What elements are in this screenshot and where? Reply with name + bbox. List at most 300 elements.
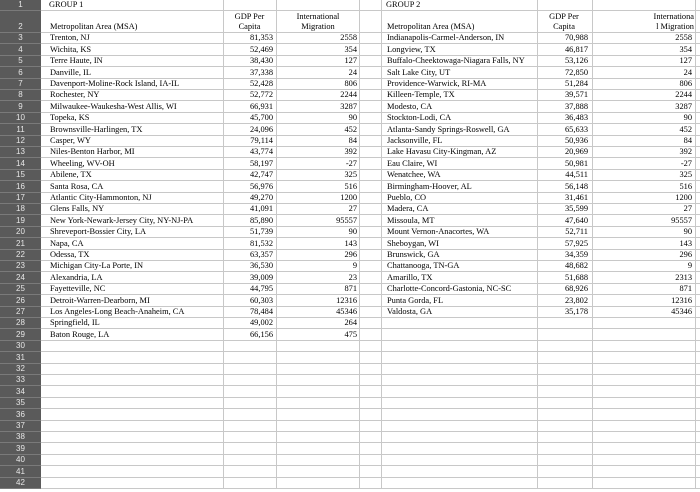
table-row: [41, 386, 700, 397]
group1-gdp-cell[interactable]: 37,338: [249, 67, 273, 77]
row-number[interactable]: [0, 272, 41, 283]
group1-gdp-cell[interactable]: 38,430: [249, 56, 273, 66]
group1-gdp-cell[interactable]: 42,747: [249, 170, 273, 180]
column-divider: [359, 11, 360, 32]
group1-gdp-cell[interactable]: 44,795: [249, 284, 273, 294]
group1-area-cell[interactable]: Niles-Benton Harbor, MI: [50, 147, 135, 157]
group1-gdp-cell[interactable]: 85,890: [249, 215, 273, 225]
column-divider: [359, 341, 360, 351]
group1-gdp-cell[interactable]: 43,774: [249, 147, 273, 157]
column-divider: [381, 0, 382, 10]
group1-migration-cell[interactable]: 871: [344, 284, 357, 294]
group1-area-cell[interactable]: New York-Newark-Jersey City, NY-NJ-PA: [50, 215, 194, 225]
row-number[interactable]: [0, 307, 41, 318]
column-divider: [695, 250, 696, 260]
group1-area-cell[interactable]: Detroit-Warren-Dearborn, MI: [50, 295, 150, 305]
row-number[interactable]: [0, 181, 41, 192]
group2-migration-cell[interactable]: 3287: [675, 101, 692, 111]
column-divider: [592, 386, 593, 396]
group2-area-cell[interactable]: Brunswick, GA: [387, 249, 440, 259]
group2-area-cell[interactable]: Amarillo, TX: [387, 272, 433, 282]
row-number[interactable]: [0, 238, 41, 249]
row-number[interactable]: [0, 284, 41, 295]
group2-area-cell[interactable]: Stockton-Lodi, CA: [387, 113, 452, 123]
group1-gdp-cell[interactable]: 52,772: [249, 90, 273, 100]
group1-gdp-cell[interactable]: 79,114: [250, 135, 273, 145]
row-number-label: 26: [16, 295, 25, 305]
group1-migration-cell[interactable]: 23: [348, 272, 357, 282]
group1-gdp-header-line2[interactable]: Capita: [238, 22, 261, 31]
group2-area-cell[interactable]: Lake Havasu City-Kingman, AZ: [387, 147, 497, 157]
group2-migration-cell[interactable]: 24: [683, 67, 692, 77]
group1-migration-cell[interactable]: 90: [348, 227, 357, 237]
table-row: [41, 79, 700, 90]
row-number[interactable]: [0, 215, 41, 226]
group2-area-cell[interactable]: Modesto, CA: [387, 101, 433, 111]
row-number[interactable]: [0, 33, 41, 44]
column-divider: [695, 398, 696, 408]
group2-area-header[interactable]: Metropolitan Area (MSA): [387, 22, 475, 31]
group2-gdp-cell[interactable]: 70,988: [564, 33, 588, 43]
group1-area-cell[interactable]: Wichita, KS: [50, 44, 92, 54]
row-number[interactable]: [0, 101, 41, 112]
group2-area-cell[interactable]: Charlotte-Concord-Gastonia, NC-SC: [387, 284, 512, 294]
group2-gdp-cell[interactable]: 31,461: [564, 192, 588, 202]
row-number-label: 13: [16, 147, 25, 157]
group1-migration-cell[interactable]: 90: [348, 113, 357, 123]
group2-gdp-cell[interactable]: 48,682: [564, 261, 588, 271]
column-divider: [381, 90, 382, 100]
column-divider: [381, 466, 382, 476]
column-divider: [592, 443, 593, 453]
group2-gdp-header-line2[interactable]: Capita: [553, 22, 575, 31]
column-divider: [359, 455, 360, 465]
group2-gdp-cell[interactable]: 47,640: [564, 215, 588, 225]
row-number[interactable]: [0, 113, 41, 124]
group2-area-cell[interactable]: Madera, CA: [387, 204, 429, 214]
column-divider: [537, 352, 538, 362]
group2-migration-header-line2[interactable]: l Migration: [656, 22, 694, 31]
column-divider: [276, 0, 277, 10]
group2-gdp-cell[interactable]: 36,483: [564, 113, 588, 123]
group1-migration-cell[interactable]: 806: [344, 78, 357, 88]
row-number[interactable]: [0, 90, 41, 101]
group1-migration-cell[interactable]: 516: [344, 181, 357, 191]
row-number[interactable]: [0, 67, 41, 78]
group1-gdp-cell[interactable]: 39,009: [249, 272, 273, 282]
group1-area-cell[interactable]: Abilene, TX: [50, 170, 92, 180]
group1-migration-cell[interactable]: 475: [344, 329, 357, 339]
group1-area-cell[interactable]: Shreveport-Bossier City, LA: [50, 227, 146, 237]
group1-migration-cell[interactable]: 392: [344, 147, 357, 157]
column-divider: [695, 432, 696, 442]
group1-gdp-cell[interactable]: 51,739: [249, 227, 273, 237]
row-number-label: 32: [16, 363, 25, 373]
group2-area-cell[interactable]: Pueblo, CO: [387, 192, 427, 202]
column-divider: [537, 375, 538, 385]
group2-migration-header-line1[interactable]: Internationa: [653, 12, 694, 21]
group2-area-cell[interactable]: Missoula, MT: [387, 215, 435, 225]
row-number-label: 27: [16, 306, 25, 316]
group1-migration-cell[interactable]: 12316: [336, 295, 357, 305]
column-divider: [537, 0, 538, 10]
row-number[interactable]: [0, 341, 41, 352]
table-row: [41, 193, 700, 204]
group1-migration-cell[interactable]: 452: [344, 124, 357, 134]
row-number[interactable]: [0, 227, 41, 238]
group1-migration-cell[interactable]: 2244: [340, 90, 357, 100]
row-number[interactable]: [0, 295, 41, 306]
column-divider: [695, 261, 696, 271]
column-divider: [381, 238, 382, 248]
column-divider: [381, 250, 382, 260]
group2-migration-cell[interactable]: 325: [679, 170, 692, 180]
column-divider: [276, 478, 277, 488]
group2-gdp-cell[interactable]: 50,981: [564, 158, 588, 168]
group2-migration-cell[interactable]: -27: [680, 158, 692, 168]
group1-migration-cell[interactable]: 84: [348, 135, 357, 145]
group2-gdp-cell[interactable]: 37,888: [564, 101, 588, 111]
row-number-label: 4: [18, 44, 23, 54]
group2-gdp-cell[interactable]: 65,633: [564, 124, 588, 134]
row-number[interactable]: [0, 158, 41, 169]
group1-gdp-cell[interactable]: 52,428: [249, 78, 273, 88]
group2-gdp-cell[interactable]: 57,925: [564, 238, 588, 248]
column-divider: [695, 113, 696, 123]
group2-area-cell[interactable]: Wenatchee, WA: [387, 170, 441, 180]
group2-area-cell[interactable]: Valdosta, GA: [387, 306, 433, 316]
group2-migration-cell[interactable]: 296: [679, 249, 692, 259]
group2-area-cell[interactable]: Birmingham-Hoover, AL: [387, 181, 472, 191]
group1-area-cell[interactable]: Topeka, KS: [50, 113, 90, 123]
group2-title[interactable]: GROUP 2: [386, 0, 421, 9]
group2-migration-cell[interactable]: 2313: [675, 272, 692, 282]
row-number[interactable]: [0, 44, 41, 55]
row-number[interactable]: [0, 0, 41, 11]
group2-area-cell[interactable]: Chattanooga, TN-GA: [387, 261, 460, 271]
group2-gdp-cell[interactable]: 35,178: [564, 306, 588, 316]
column-divider: [276, 341, 277, 351]
group1-migration-cell[interactable]: 143: [344, 238, 357, 248]
group1-area-cell[interactable]: Casper, WY: [50, 135, 91, 145]
group2-gdp-cell[interactable]: 20,969: [564, 147, 588, 157]
group1-area-cell[interactable]: Atlantic City-Hammonton, NJ: [50, 192, 152, 202]
group2-migration-cell[interactable]: 9: [687, 261, 692, 271]
group1-gdp-cell[interactable]: 41,091: [249, 204, 273, 214]
group2-migration-cell[interactable]: 354: [679, 44, 692, 54]
table-row: [41, 238, 700, 249]
column-divider: [359, 466, 360, 476]
group1-migration-cell[interactable]: 1200: [340, 192, 357, 202]
group2-migration-cell[interactable]: 90: [683, 227, 692, 237]
group1-gdp-cell[interactable]: 78,484: [249, 306, 273, 316]
column-divider: [695, 341, 696, 351]
column-divider: [359, 158, 360, 168]
group1-migration-cell[interactable]: 27: [348, 204, 357, 214]
column-divider: [359, 364, 360, 374]
column-divider: [695, 307, 696, 317]
row-number[interactable]: [0, 204, 41, 215]
group1-migration-cell[interactable]: 95557: [336, 215, 357, 225]
column-divider: [359, 44, 360, 54]
row-number[interactable]: [0, 170, 41, 181]
group1-area-cell[interactable]: Davenport-Moline-Rock Island, IA-IL: [50, 78, 180, 88]
column-divider: [592, 329, 593, 339]
row-number-label: 42: [16, 477, 25, 487]
column-divider: [359, 272, 360, 282]
column-divider: [359, 307, 360, 317]
group2-gdp-cell[interactable]: 39,571: [564, 90, 588, 100]
group2-migration-cell[interactable]: 392: [679, 147, 692, 157]
group2-migration-cell[interactable]: 12316: [671, 295, 692, 305]
row-number[interactable]: [0, 478, 41, 489]
row-number[interactable]: [0, 398, 41, 409]
row-number-label: 25: [16, 284, 25, 294]
group2-gdp-cell[interactable]: 46,817: [564, 44, 588, 54]
row-number-label: 11: [16, 124, 25, 134]
group2-migration-cell[interactable]: 452: [679, 124, 692, 134]
group1-gdp-cell[interactable]: 66,156: [249, 329, 273, 339]
row-number[interactable]: [0, 386, 41, 397]
table-row: [41, 443, 700, 454]
group1-gdp-header-line1[interactable]: GDP Per: [234, 12, 265, 21]
row-number[interactable]: [0, 364, 41, 375]
group1-area-cell[interactable]: Springfield, IL: [50, 318, 100, 328]
group1-gdp-cell[interactable]: 49,002: [249, 318, 273, 328]
column-divider: [359, 478, 360, 488]
group1-gdp-cell[interactable]: 63,357: [249, 249, 273, 259]
group2-gdp-cell[interactable]: 68,926: [564, 284, 588, 294]
group2-migration-cell[interactable]: 45346: [671, 306, 692, 316]
row-number[interactable]: [0, 56, 41, 67]
column-divider: [381, 409, 382, 419]
row-number[interactable]: [0, 409, 41, 420]
group2-gdp-cell[interactable]: 51,688: [564, 272, 588, 282]
row-number[interactable]: [0, 318, 41, 329]
row-number[interactable]: [0, 79, 41, 90]
row-number[interactable]: [0, 443, 41, 454]
table-row: [41, 466, 700, 477]
group1-gdp-cell[interactable]: 45,700: [249, 113, 273, 123]
group2-gdp-cell[interactable]: 34,359: [564, 249, 588, 259]
group2-area-cell[interactable]: Sheboygan, WI: [387, 238, 439, 248]
group2-migration-cell[interactable]: 871: [679, 284, 692, 294]
group1-gdp-cell[interactable]: 81,353: [249, 33, 273, 43]
row-number[interactable]: [0, 250, 41, 261]
column-divider: [359, 421, 360, 431]
group1-gdp-cell[interactable]: 24,096: [249, 124, 273, 134]
column-divider: [381, 284, 382, 294]
group2-area-cell[interactable]: Punta Gorda, FL: [387, 295, 444, 305]
row-number-label: 24: [16, 272, 25, 282]
group2-gdp-cell[interactable]: 44,511: [565, 170, 588, 180]
table-row: [41, 147, 700, 158]
group2-migration-cell[interactable]: 143: [679, 238, 692, 248]
group1-area-header[interactable]: Metropolitan Area (MSA): [50, 22, 138, 31]
row-number[interactable]: [0, 352, 41, 363]
group1-migration-cell[interactable]: 354: [344, 44, 357, 54]
group1-gdp-cell[interactable]: 36,530: [249, 261, 273, 271]
group2-area-cell[interactable]: Longview, TX: [387, 44, 436, 54]
row-number[interactable]: [0, 421, 41, 432]
group1-area-cell[interactable]: Trenton, NJ: [50, 33, 90, 43]
row-number[interactable]: [0, 375, 41, 386]
row-number-label: 8: [18, 90, 23, 100]
group2-migration-cell[interactable]: 806: [679, 78, 692, 88]
group2-migration-cell[interactable]: 84: [683, 135, 692, 145]
column-divider: [381, 170, 382, 180]
group2-gdp-cell[interactable]: 23,802: [564, 295, 588, 305]
group2-area-cell[interactable]: Salt Lake City, UT: [387, 67, 451, 77]
row-number[interactable]: [0, 124, 41, 135]
group2-gdp-cell[interactable]: 72,850: [564, 67, 588, 77]
table-row: [41, 352, 700, 363]
group1-area-cell[interactable]: Alexandria, LA: [50, 272, 103, 282]
group1-migration-cell[interactable]: 127: [344, 56, 357, 66]
column-divider: [592, 432, 593, 442]
group1-migration-cell[interactable]: 9: [352, 261, 357, 271]
group2-gdp-cell[interactable]: 56,148: [564, 181, 588, 191]
group2-migration-cell[interactable]: 2244: [675, 90, 692, 100]
column-divider: [276, 432, 277, 442]
group1-gdp-cell[interactable]: 49,270: [249, 192, 273, 202]
column-divider: [381, 101, 382, 111]
group2-area-cell[interactable]: Providence-Warwick, RI-MA: [387, 78, 487, 88]
group1-area-cell[interactable]: Michigan City-La Porte, IN: [50, 261, 144, 271]
group2-migration-cell[interactable]: 127: [679, 56, 692, 66]
column-divider: [223, 352, 224, 362]
group2-area-cell[interactable]: Indianapolis-Carmel-Anderson, IN: [387, 33, 505, 43]
group1-migration-cell[interactable]: 45346: [336, 306, 357, 316]
group1-migration-cell[interactable]: 296: [344, 249, 357, 259]
group1-area-cell[interactable]: Odessa, TX: [50, 249, 90, 259]
column-divider: [381, 352, 382, 362]
group2-migration-cell[interactable]: 1200: [675, 192, 692, 202]
column-divider: [537, 421, 538, 431]
group2-area-cell[interactable]: Eau Claire, WI: [387, 158, 438, 168]
group1-migration-cell[interactable]: 325: [344, 170, 357, 180]
column-divider: [359, 204, 360, 214]
row-number[interactable]: [0, 193, 41, 204]
group1-area-cell[interactable]: Danville, IL: [50, 67, 91, 77]
group2-migration-cell[interactable]: 516: [679, 181, 692, 191]
group1-migration-cell[interactable]: 2558: [340, 33, 357, 43]
group1-area-cell[interactable]: Terre Haute, IN: [50, 56, 103, 66]
group1-area-cell[interactable]: Fayetteville, NC: [50, 284, 106, 294]
group1-gdp-cell[interactable]: 66,931: [249, 101, 273, 111]
column-divider: [695, 136, 696, 146]
group2-gdp-cell[interactable]: 52,711: [565, 227, 588, 237]
table-row: [41, 215, 700, 226]
group1-area-cell[interactable]: Napa, CA: [50, 238, 84, 248]
row-number[interactable]: [0, 136, 41, 147]
column-divider: [359, 101, 360, 111]
group1-area-cell[interactable]: Glens Falls, NY: [50, 204, 105, 214]
column-divider: [359, 181, 360, 191]
column-divider: [695, 329, 696, 339]
group1-area-cell[interactable]: Rochester, NY: [50, 90, 100, 100]
column-divider: [381, 204, 382, 214]
row-number-label: 23: [16, 261, 25, 271]
group1-migration-header-line1[interactable]: International: [296, 12, 340, 21]
column-divider: [695, 386, 696, 396]
group2-gdp-cell[interactable]: 53,126: [564, 56, 588, 66]
group2-area-cell[interactable]: Atlanta-Sandy Springs-Roswell, GA: [387, 124, 510, 134]
column-divider: [537, 466, 538, 476]
group2-migration-cell[interactable]: 27: [683, 204, 692, 214]
row-number[interactable]: [0, 329, 41, 340]
group2-gdp-cell[interactable]: 35,599: [564, 204, 588, 214]
column-divider: [695, 193, 696, 203]
row-number[interactable]: [0, 455, 41, 466]
group1-migration-cell[interactable]: 264: [344, 318, 357, 328]
group1-area-cell[interactable]: Santa Rosa, CA: [50, 181, 104, 191]
column-divider: [359, 443, 360, 453]
row-number-label: 38: [16, 432, 25, 442]
group1-migration-cell[interactable]: -27: [345, 158, 357, 168]
group1-area-cell[interactable]: Baton Rouge, LA: [50, 329, 110, 339]
group2-area-cell[interactable]: Buffalo-Cheektowaga-Niagara Falls, NY: [387, 56, 525, 66]
group1-migration-header-line2[interactable]: Migration: [301, 22, 335, 31]
row-number[interactable]: [0, 466, 41, 477]
group1-migration-cell[interactable]: 24: [348, 67, 357, 77]
row-number[interactable]: [0, 261, 41, 272]
row-number[interactable]: [0, 147, 41, 158]
group2-area-cell[interactable]: Mount Vernon-Anacortes, WA: [387, 227, 490, 237]
group2-migration-cell[interactable]: 90: [683, 113, 692, 123]
column-divider: [359, 261, 360, 271]
row-number-label: 40: [16, 455, 25, 465]
column-divider: [359, 409, 360, 419]
row-number[interactable]: [0, 432, 41, 443]
group1-gdp-cell[interactable]: 52,469: [249, 44, 273, 54]
column-divider: [592, 421, 593, 431]
group1-area-cell[interactable]: Milwaukee-Waukesha-West Allis, WI: [50, 101, 177, 111]
group2-gdp-cell[interactable]: 50,936: [564, 135, 588, 145]
row-number[interactable]: [0, 11, 41, 33]
group2-area-cell[interactable]: Jacksonville, FL: [387, 135, 443, 145]
group2-migration-cell[interactable]: 2558: [675, 33, 692, 43]
table-row: [41, 56, 700, 67]
group2-gdp-header-line1[interactable]: GDP Per: [549, 12, 579, 21]
column-divider: [381, 79, 382, 89]
column-divider: [359, 124, 360, 134]
column-divider: [359, 215, 360, 225]
column-divider: [537, 341, 538, 351]
column-divider: [359, 147, 360, 157]
column-divider: [276, 352, 277, 362]
group1-area-cell[interactable]: Wheeling, WV-OH: [50, 158, 115, 168]
group1-gdp-cell[interactable]: 56,976: [249, 181, 273, 191]
row-number-label: 19: [16, 215, 25, 225]
group1-area-cell[interactable]: Brownsville-Harlingen, TX: [50, 124, 143, 134]
table-row: [41, 272, 700, 283]
group1-area-cell[interactable]: Los Angeles-Long Beach-Anaheim, CA: [50, 306, 185, 316]
table-row: [41, 170, 700, 181]
column-divider: [381, 261, 382, 271]
row-number-label: 39: [16, 443, 25, 453]
group1-title[interactable]: GROUP 1: [49, 0, 84, 9]
group1-migration-cell[interactable]: 3287: [340, 101, 357, 111]
group1-gdp-cell[interactable]: 60,303: [249, 295, 273, 305]
group2-gdp-cell[interactable]: 51,284: [564, 78, 588, 88]
group1-gdp-cell[interactable]: 81,532: [249, 238, 273, 248]
group1-gdp-cell[interactable]: 58,197: [249, 158, 273, 168]
row-number-label: 21: [16, 238, 25, 248]
group2-area-cell[interactable]: Killeen-Temple, TX: [387, 90, 455, 100]
column-divider: [381, 295, 382, 305]
group2-migration-cell[interactable]: 95557: [671, 215, 692, 225]
